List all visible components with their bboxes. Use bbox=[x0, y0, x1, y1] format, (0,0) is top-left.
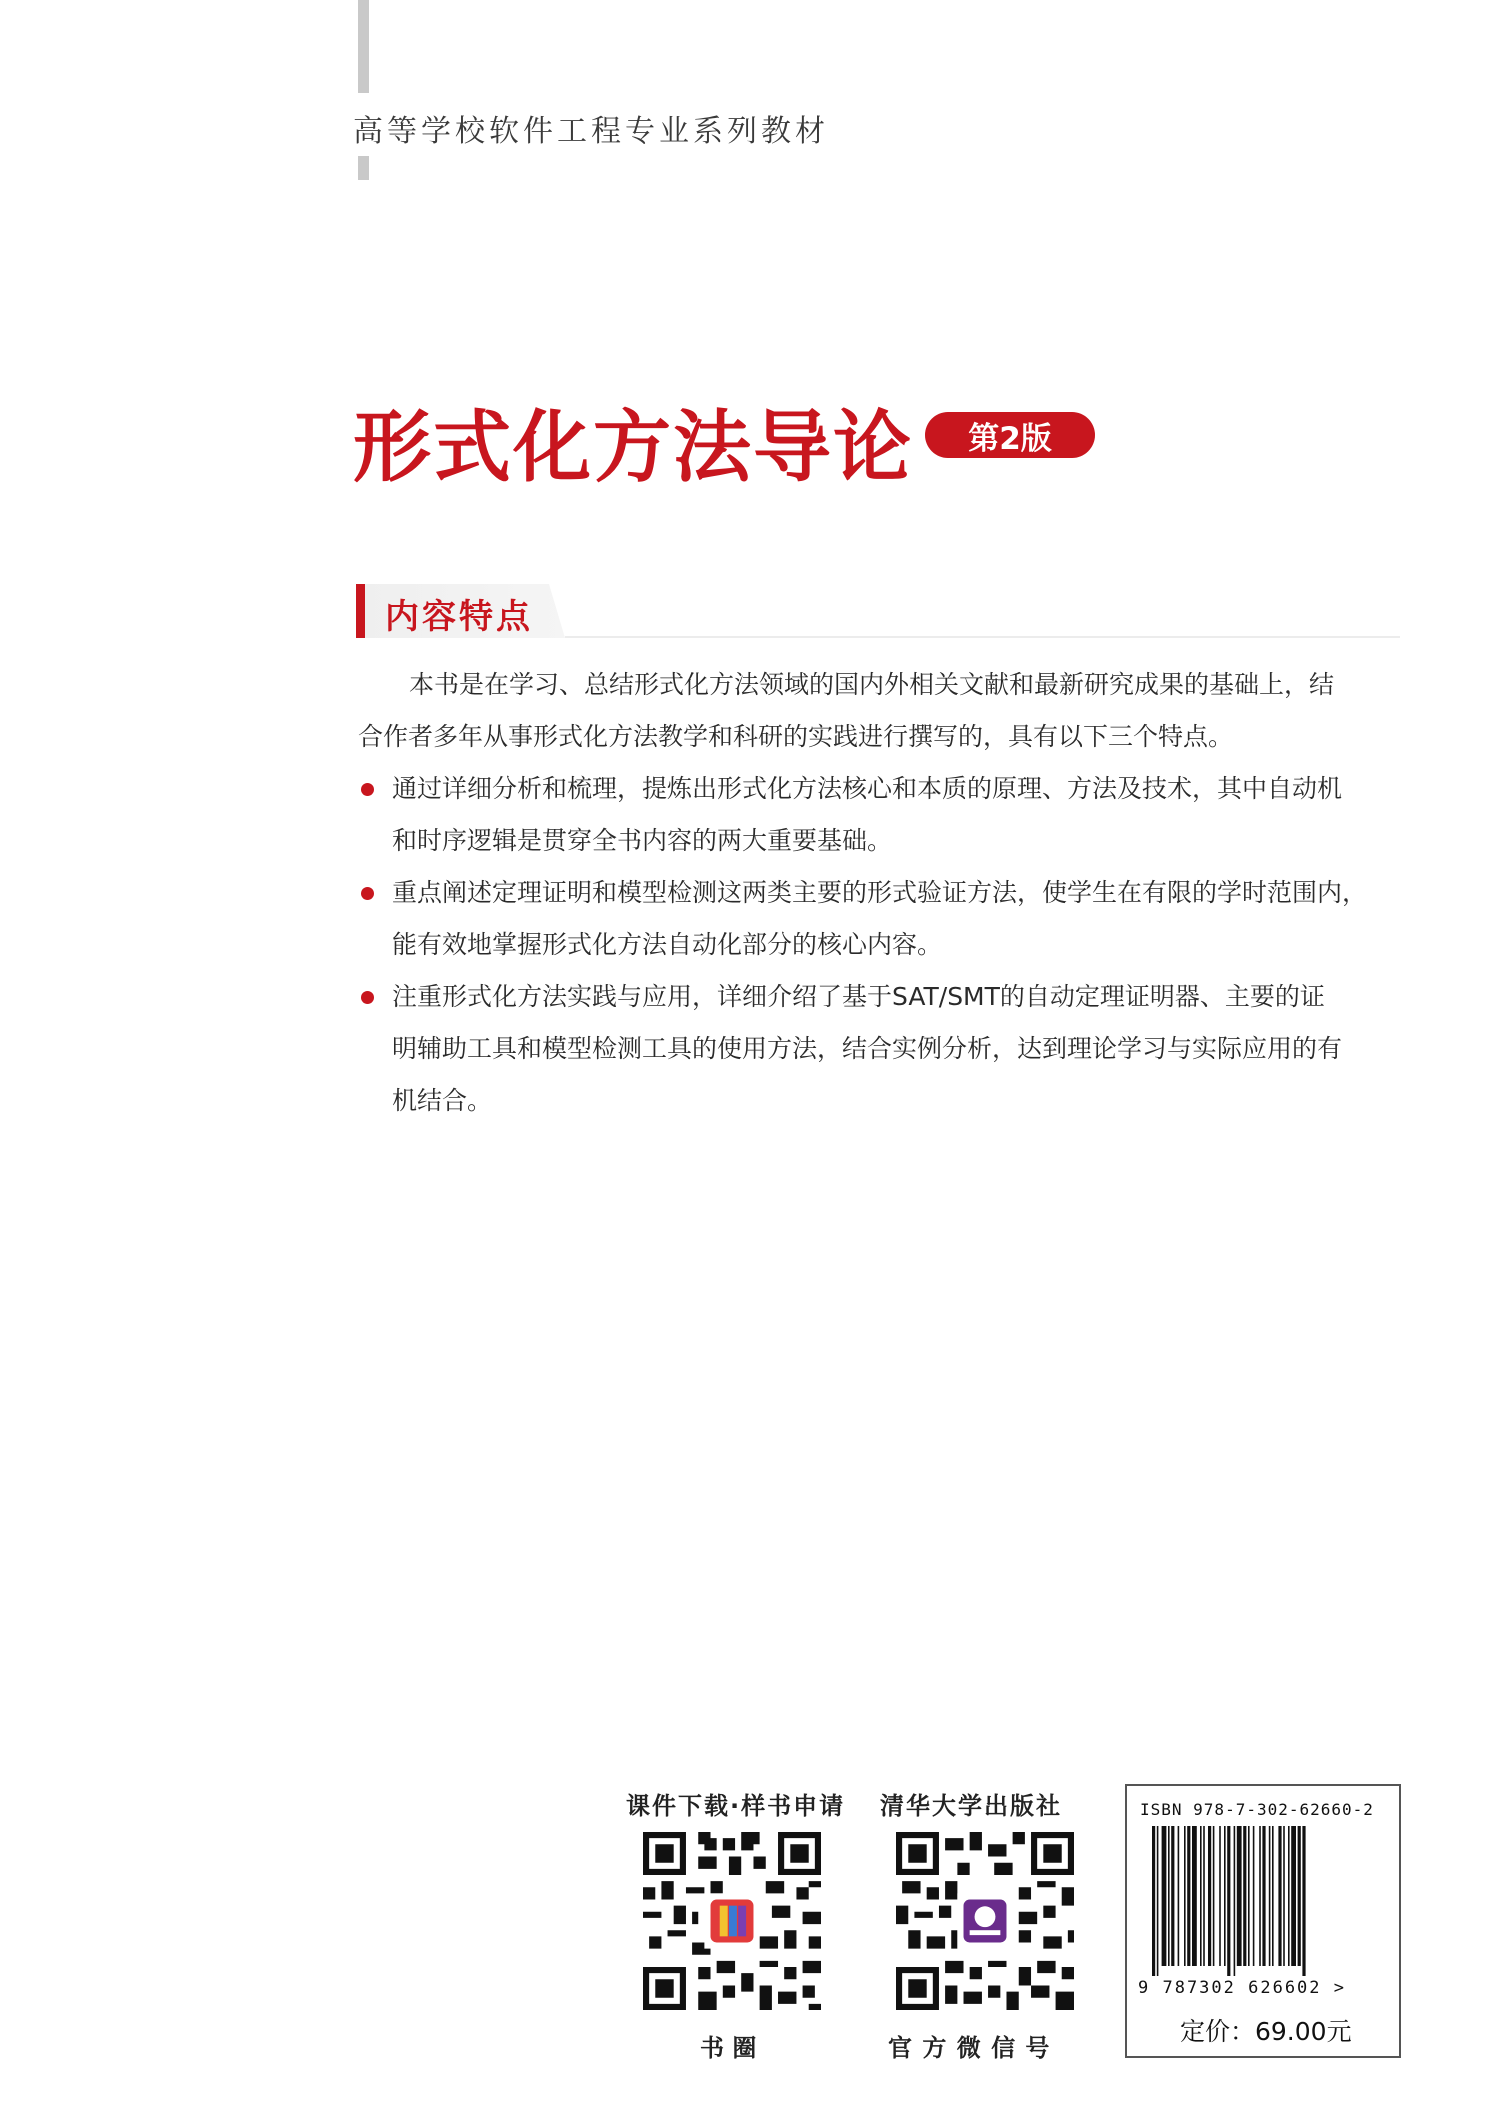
barcode-bar bbox=[1157, 1826, 1159, 1976]
bullet-3-line-3: 机结合。 bbox=[392, 1086, 493, 1115]
barcode-bar bbox=[1171, 1826, 1174, 1966]
barcode-bar bbox=[1213, 1826, 1215, 1966]
bullet-dot bbox=[361, 991, 374, 1004]
isbn-number: ISBN 978-7-302-62660-2 bbox=[1140, 1800, 1374, 1819]
edition-label: 第2版 bbox=[968, 420, 1052, 457]
intro-line-1: 本书是在学习、总结形式化方法领域的国内外相关文献和最新研究成果的基础上，结 bbox=[409, 670, 1335, 699]
barcode-bar bbox=[1184, 1826, 1186, 1966]
barcode-bar bbox=[1259, 1826, 1261, 1966]
qr-caption-publisher: 清华大学出版社 bbox=[880, 1792, 1062, 1820]
bullet-dot bbox=[361, 887, 374, 900]
qr-code-icon bbox=[896, 1832, 1074, 2010]
qr-code-icon bbox=[643, 1832, 821, 2010]
bullet-1-line-2: 和时序逻辑是贯穿全书内容的两大重要基础。 bbox=[392, 826, 893, 855]
barcode-bar bbox=[1302, 1826, 1305, 1976]
barcode-bar bbox=[1298, 1826, 1301, 1966]
barcode-bar bbox=[1288, 1826, 1290, 1966]
barcode-bar bbox=[1208, 1826, 1211, 1966]
barcode-digits: 9 787302 626602 > bbox=[1138, 1978, 1346, 1998]
qr-code-shuquan[interactable] bbox=[643, 1832, 821, 2010]
barcode-bar bbox=[1162, 1826, 1167, 1966]
barcode-bar bbox=[1234, 1826, 1236, 1976]
barcode-bar bbox=[1283, 1826, 1285, 1966]
barcode-bar bbox=[1152, 1826, 1155, 1976]
top-decor-bar bbox=[358, 0, 369, 93]
barcode-bar bbox=[1269, 1826, 1271, 1966]
barcode-bar bbox=[1243, 1826, 1246, 1966]
bullet-1-line-1: 通过详细分析和梳理，提炼出形式化方法核心和本质的原理、方法及技术，其中自动机 bbox=[392, 774, 1343, 803]
barcode-bar bbox=[1278, 1826, 1281, 1966]
section-divider bbox=[565, 636, 1400, 638]
barcode-bar bbox=[1253, 1826, 1255, 1966]
barcode-bar bbox=[1168, 1826, 1170, 1966]
qr-code-official-wechat[interactable] bbox=[896, 1832, 1074, 2010]
barcode-bar bbox=[1192, 1826, 1197, 1966]
barcode-bar bbox=[1219, 1826, 1221, 1966]
edition-badge bbox=[925, 412, 1095, 458]
barcode bbox=[1152, 1826, 1384, 1976]
bullet-dot bbox=[361, 783, 374, 796]
barcode-bar bbox=[1203, 1826, 1205, 1966]
qr-label-official-wechat: 官 方 微 信 号 bbox=[888, 2034, 1051, 2062]
qr-label-shuquan: 书 圈 bbox=[700, 2034, 757, 2062]
bullet-3-line-1: 注重形式化方法实践与应用，详细介绍了基于SAT/SMT的自动定理证明器、主要的证 bbox=[392, 982, 1325, 1011]
bullet-3-line-2: 明辅助工具和模型检测工具的使用方法，结合实例分析，达到理论学习与实际应用的有 bbox=[392, 1034, 1343, 1063]
barcode-bar bbox=[1237, 1826, 1242, 1966]
intro-line-2: 合作者多年从事形式化方法教学和科研的实践进行撰写的，具有以下三个特点。 bbox=[358, 722, 1234, 751]
section-accent-bar bbox=[356, 584, 365, 638]
section-heading: 内容特点 bbox=[385, 597, 533, 637]
price: 定价：69.00元 bbox=[1180, 2017, 1352, 2046]
series-title: 高等学校软件工程专业系列教材 bbox=[353, 114, 829, 149]
book-title: 形式化方法导论 bbox=[353, 403, 914, 493]
barcode-bar bbox=[1272, 1826, 1274, 1966]
bullet-2-line-2: 能有效地掌握形式化方法自动化部分的核心内容。 bbox=[392, 930, 943, 959]
top-decor-bar-small bbox=[358, 156, 369, 180]
barcode-bar bbox=[1178, 1826, 1180, 1966]
barcode-bar bbox=[1227, 1826, 1230, 1976]
barcode-bar bbox=[1200, 1826, 1202, 1966]
barcode-bar bbox=[1262, 1826, 1265, 1966]
qr-caption-courseware: 课件下载·样书申请 bbox=[626, 1792, 846, 1820]
barcode-bar bbox=[1187, 1826, 1190, 1966]
barcode-bar bbox=[1248, 1826, 1250, 1966]
bullet-2-line-1: 重点阐述定理证明和模型检测这两类主要的形式验证方法，使学生在有限的学时范围内， bbox=[392, 878, 1368, 907]
barcode-bar bbox=[1291, 1826, 1296, 1966]
barcode-bar bbox=[1224, 1826, 1226, 1966]
